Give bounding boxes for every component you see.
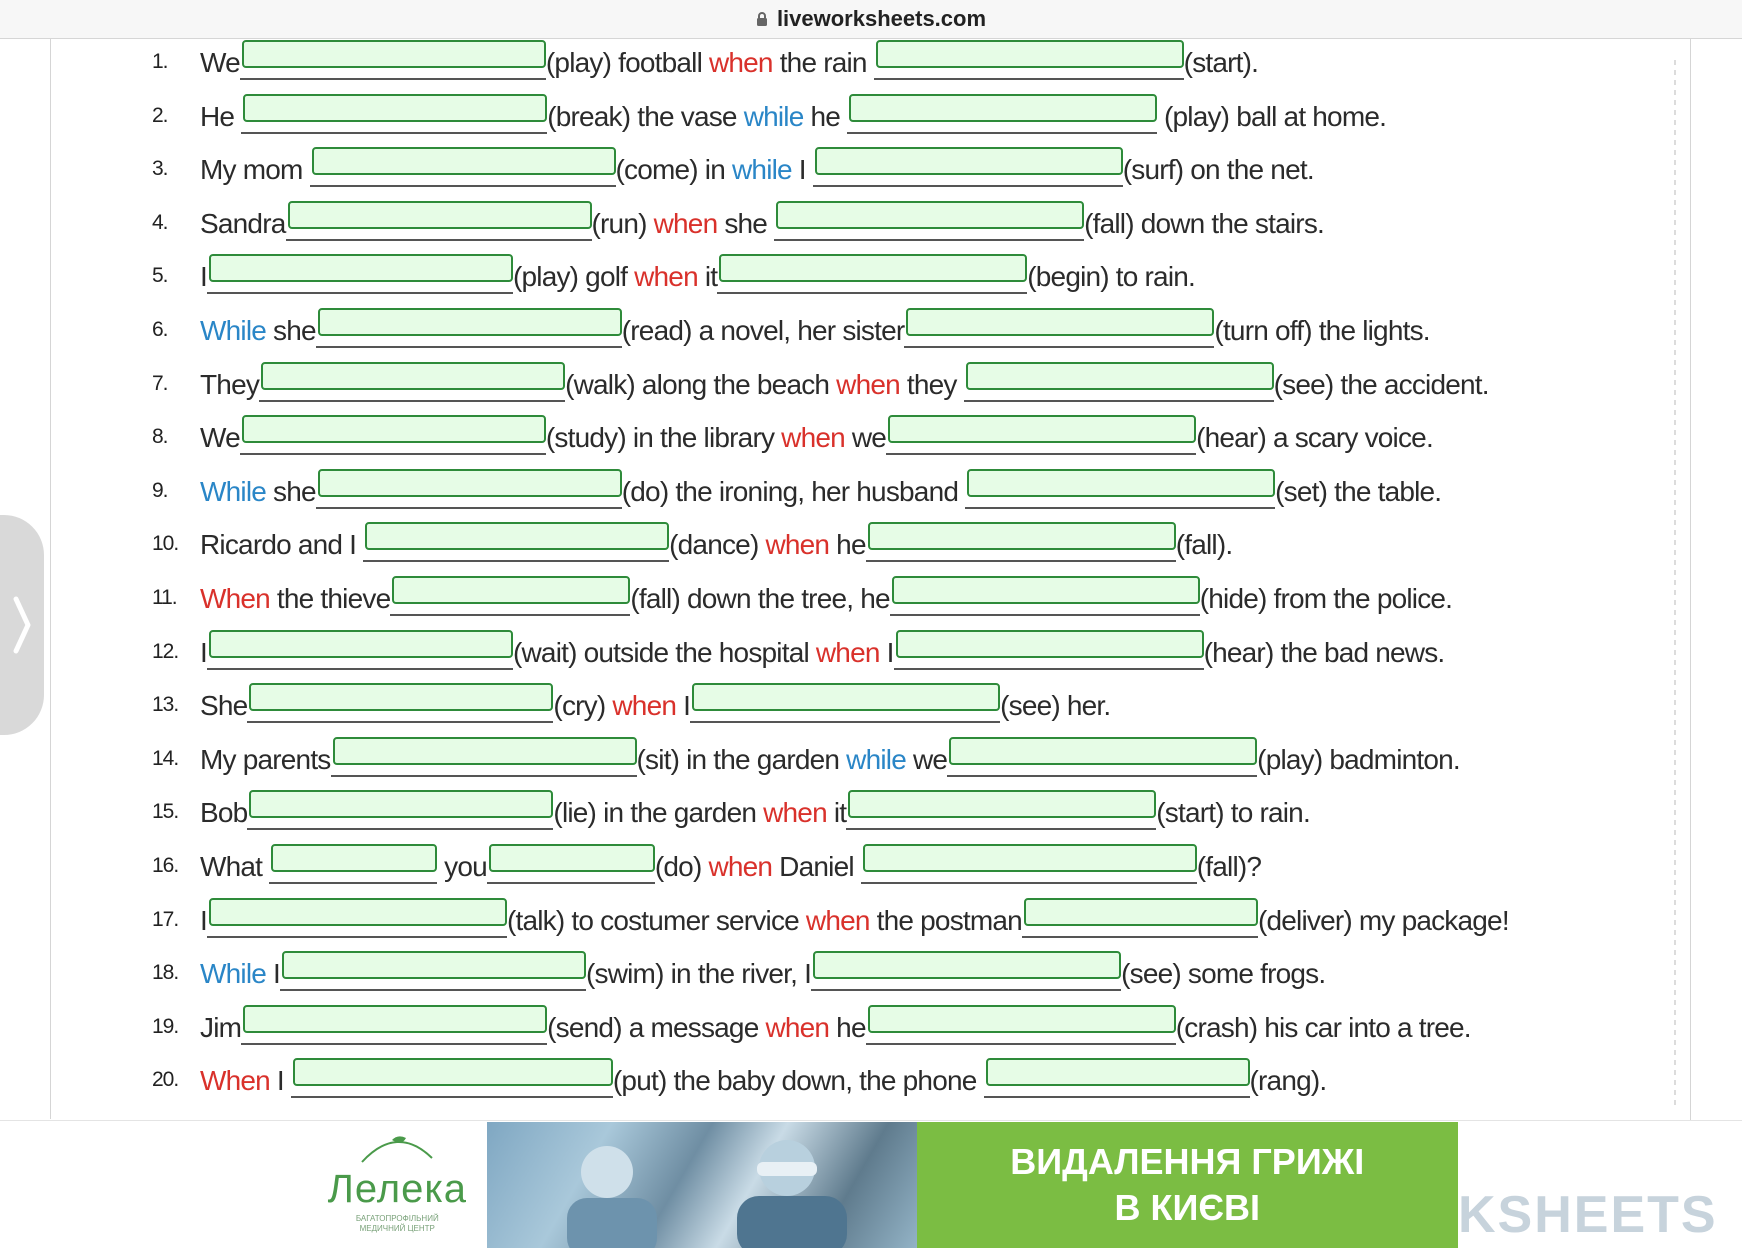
sentence-text: (sit) in the garden bbox=[636, 744, 847, 775]
sentence-text: I bbox=[200, 905, 207, 936]
answer-blank bbox=[886, 419, 1196, 455]
answer-input[interactable] bbox=[848, 790, 1156, 818]
sentence bbox=[200, 687, 1110, 723]
answer-blank bbox=[487, 848, 655, 884]
answer-input[interactable] bbox=[986, 1058, 1250, 1086]
answer-input[interactable] bbox=[815, 147, 1123, 175]
sentence-text: I bbox=[266, 958, 280, 989]
sentence-text: Sandra bbox=[200, 208, 286, 239]
sentence-text: (play) badminton. bbox=[1257, 744, 1460, 775]
keyword-when: When bbox=[200, 583, 270, 614]
answer-blank bbox=[1022, 902, 1258, 938]
keyword-when: when bbox=[781, 422, 845, 453]
sentence-text: (cry) bbox=[553, 690, 613, 721]
answer-input[interactable] bbox=[209, 898, 507, 926]
item-number: 7. bbox=[152, 372, 168, 395]
keyword-when: when bbox=[765, 1012, 830, 1043]
answer-blank bbox=[269, 848, 437, 884]
exercise-row bbox=[152, 147, 1712, 187]
keyword-when: when bbox=[763, 797, 827, 828]
ad-logo-subtitle-line1: БАГАТОПРОФІЛЬНИЙ bbox=[355, 1213, 439, 1223]
answer-blank bbox=[240, 44, 546, 80]
answer-blank bbox=[207, 902, 507, 938]
ad-headline-panel bbox=[917, 1122, 1458, 1248]
sentence bbox=[200, 258, 1195, 294]
sentence-text: he bbox=[829, 529, 866, 560]
keyword-when: when bbox=[805, 905, 870, 936]
sentence-text: (deliver) my package! bbox=[1257, 905, 1509, 936]
exercise-row bbox=[152, 40, 1712, 80]
answer-input[interactable] bbox=[243, 94, 547, 122]
sentence-text: Jim bbox=[200, 1012, 242, 1043]
sentence-text: I bbox=[200, 637, 207, 668]
keyword-while: while bbox=[732, 154, 792, 185]
keyword-when: When bbox=[200, 1065, 270, 1096]
sentence-text: (hide) from the police. bbox=[1199, 583, 1453, 614]
ad-logo-subtitle-line2: МЕДИЧНИЙ ЦЕНТР bbox=[359, 1223, 435, 1233]
keyword-while: While bbox=[200, 476, 267, 507]
answer-blank bbox=[286, 205, 592, 241]
ad-headline-line1: ВИДАЛЕННЯ ГРИЖІ bbox=[1010, 1141, 1365, 1182]
answer-blank bbox=[866, 526, 1176, 562]
answer-input[interactable] bbox=[318, 469, 622, 497]
answer-blank bbox=[207, 634, 513, 670]
answer-blank bbox=[861, 848, 1197, 884]
sentence-text: (send) a message bbox=[547, 1012, 766, 1043]
advertisement-banner[interactable] bbox=[308, 1122, 1458, 1248]
answer-input[interactable] bbox=[282, 951, 586, 979]
ad-surgeons-photo bbox=[487, 1122, 917, 1248]
answer-blank bbox=[316, 312, 622, 348]
keyword-when: when bbox=[815, 637, 880, 668]
sentence-text: (start) to rain. bbox=[1156, 797, 1310, 828]
sentence-text: (start). bbox=[1183, 47, 1259, 78]
sentence-text: she bbox=[266, 315, 316, 346]
sentence-text: (fall). bbox=[1175, 529, 1233, 560]
sentence-text: he bbox=[803, 101, 848, 132]
answer-blank bbox=[310, 151, 616, 187]
item-number: 10. bbox=[152, 532, 179, 555]
answer-blank bbox=[717, 258, 1027, 294]
answer-blank bbox=[846, 794, 1156, 830]
item-number: 6. bbox=[152, 318, 168, 341]
sentence-text: Bob bbox=[200, 797, 248, 828]
sentence bbox=[200, 848, 1261, 884]
sentence-text: (see) some frogs. bbox=[1121, 958, 1326, 989]
answer-input[interactable] bbox=[392, 576, 630, 604]
answer-input[interactable] bbox=[719, 254, 1027, 282]
answer-blank bbox=[811, 955, 1121, 991]
answer-input[interactable] bbox=[949, 737, 1257, 765]
answer-input[interactable] bbox=[242, 40, 546, 68]
answer-input[interactable] bbox=[209, 630, 513, 658]
sentence-text: (rang). bbox=[1249, 1065, 1327, 1096]
answer-input[interactable] bbox=[318, 308, 622, 336]
side-panel-toggle[interactable] bbox=[0, 515, 44, 735]
answer-blank bbox=[259, 366, 565, 402]
answer-input[interactable] bbox=[849, 94, 1157, 122]
answer-blank bbox=[363, 526, 669, 562]
item-number: 13. bbox=[152, 693, 179, 716]
url-text: liveworksheets.com bbox=[776, 6, 987, 31]
keyword-when: when bbox=[634, 261, 698, 292]
sentence-text: (hear) a scary voice. bbox=[1196, 422, 1433, 453]
ad-headline-line2: В КИЄВІ bbox=[1114, 1187, 1260, 1228]
sentence-text: We bbox=[200, 47, 240, 78]
sentence-text: She bbox=[200, 690, 248, 721]
answer-blank bbox=[247, 687, 553, 723]
sentence-text: (do) the ironing, her husband bbox=[621, 476, 966, 507]
answer-input[interactable] bbox=[1024, 898, 1258, 926]
exercise-row bbox=[152, 790, 1712, 830]
item-number: 9. bbox=[152, 479, 168, 502]
answer-input[interactable] bbox=[966, 362, 1274, 390]
item-number: 4. bbox=[152, 211, 168, 234]
sentence-text: (lie) in the garden bbox=[553, 797, 764, 828]
sentence bbox=[200, 634, 1444, 670]
sentence-text: I bbox=[269, 1065, 291, 1096]
sentence bbox=[200, 794, 1310, 830]
item-number: 2. bbox=[152, 104, 168, 127]
item-number: 5. bbox=[152, 264, 168, 287]
exercise-row bbox=[152, 844, 1712, 884]
site-watermark: KSHEETS bbox=[1458, 1186, 1718, 1244]
sentence-text: (walk) along the beach bbox=[565, 369, 837, 400]
sentence-text: (wait) outside the hospital bbox=[512, 637, 816, 668]
sentence-text: (turn off) the lights. bbox=[1214, 315, 1430, 346]
keyword-when: when bbox=[836, 369, 900, 400]
answer-blank bbox=[390, 580, 630, 616]
keyword-when: when bbox=[765, 529, 830, 560]
ad-logo bbox=[308, 1122, 487, 1248]
item-number: 12. bbox=[152, 640, 179, 663]
answer-blank bbox=[316, 473, 622, 509]
keyword-when: when bbox=[708, 851, 773, 882]
exercise-row bbox=[152, 201, 1712, 241]
answer-blank bbox=[866, 1009, 1176, 1045]
sentence bbox=[200, 44, 1258, 80]
keyword-when: when bbox=[653, 208, 718, 239]
sentence-text: (fall) down the tree, he bbox=[630, 583, 890, 614]
answer-blank bbox=[247, 794, 553, 830]
answer-blank bbox=[894, 634, 1204, 670]
sentence-text: the thieve bbox=[269, 583, 391, 614]
answer-blank bbox=[984, 1062, 1250, 1098]
item-number: 8. bbox=[152, 425, 168, 448]
sentence-text: (play) football bbox=[545, 47, 709, 78]
exercise-row bbox=[152, 576, 1712, 616]
answer-input[interactable] bbox=[293, 1058, 613, 1086]
sentence-text: Ricardo and I bbox=[200, 529, 364, 560]
sentence bbox=[200, 1062, 1326, 1098]
exercise-row bbox=[152, 1005, 1712, 1045]
ad-logo-subtitle bbox=[356, 1214, 439, 1234]
sentence-text: My parents bbox=[200, 744, 331, 775]
sentence-text: I bbox=[200, 261, 207, 292]
sentence bbox=[200, 151, 1314, 187]
exercise-row bbox=[152, 362, 1712, 402]
sentence-text: (begin) to rain. bbox=[1027, 261, 1195, 292]
sentence-text: (swim) in the river, I bbox=[585, 958, 812, 989]
answer-input[interactable] bbox=[288, 201, 592, 229]
answer-blank bbox=[965, 473, 1275, 509]
item-number: 20. bbox=[152, 1068, 179, 1091]
answer-input[interactable] bbox=[876, 40, 1184, 68]
sentence-text: (dance) bbox=[669, 529, 766, 560]
sentence-text: What bbox=[200, 851, 270, 882]
sentence-text: (break) the vase bbox=[547, 101, 744, 132]
item-number: 16. bbox=[152, 854, 179, 877]
sentence bbox=[200, 98, 1386, 134]
keyword-while: While bbox=[200, 958, 267, 989]
exercise-row bbox=[152, 630, 1712, 670]
sentence-text: (talk) to costumer service bbox=[506, 905, 806, 936]
answer-input[interactable] bbox=[888, 415, 1196, 443]
exercise-row bbox=[152, 1058, 1712, 1098]
keyword-when: when bbox=[708, 47, 773, 78]
sentence-text: the rain bbox=[772, 47, 874, 78]
answer-blank bbox=[874, 44, 1184, 80]
answer-input[interactable] bbox=[967, 469, 1275, 497]
keyword-while: while bbox=[846, 744, 906, 775]
sentence-text: (do) bbox=[654, 851, 709, 882]
keyword-when: when bbox=[612, 690, 677, 721]
sentence bbox=[200, 902, 1509, 938]
exercise-row bbox=[152, 254, 1712, 294]
answer-input[interactable] bbox=[776, 201, 1084, 229]
sentence-text: (see) her. bbox=[1000, 690, 1111, 721]
answer-blank bbox=[331, 741, 637, 777]
sentence-text: We bbox=[200, 422, 240, 453]
sentence-text: My mom bbox=[200, 154, 310, 185]
sentence bbox=[200, 312, 1430, 348]
answer-blank bbox=[280, 955, 586, 991]
sentence-text: it bbox=[697, 261, 718, 292]
item-number: 3. bbox=[152, 157, 168, 180]
sentence-text: you bbox=[437, 851, 487, 882]
answer-input[interactable] bbox=[365, 522, 669, 550]
sentence-text: I bbox=[676, 690, 691, 721]
exercise-row bbox=[152, 522, 1712, 562]
sentence bbox=[200, 419, 1433, 455]
sentence bbox=[200, 955, 1325, 991]
sentence-text: (run) bbox=[591, 208, 654, 239]
answer-blank bbox=[947, 741, 1257, 777]
sentence bbox=[200, 1009, 1471, 1045]
sentence bbox=[200, 205, 1324, 241]
answer-input[interactable] bbox=[333, 737, 637, 765]
sentence-text: (surf) on the net. bbox=[1122, 154, 1314, 185]
sentence-text: (fall) down the stairs. bbox=[1084, 208, 1324, 239]
answer-blank bbox=[964, 366, 1274, 402]
answer-blank bbox=[774, 205, 1084, 241]
sentence-text: they bbox=[899, 369, 964, 400]
answer-input[interactable] bbox=[249, 683, 553, 711]
answer-blank bbox=[847, 98, 1157, 134]
answer-input[interactable] bbox=[243, 1005, 547, 1033]
sentence-text: I bbox=[791, 154, 813, 185]
sentence bbox=[200, 366, 1489, 402]
sentence-text: (play) golf bbox=[512, 261, 635, 292]
sentence-text: he bbox=[829, 1012, 866, 1043]
sentence bbox=[200, 526, 1232, 562]
sentence-text: she bbox=[717, 208, 775, 239]
answer-input[interactable] bbox=[489, 844, 655, 872]
item-number: 15. bbox=[152, 800, 179, 823]
sentence-text: (set) the table. bbox=[1275, 476, 1442, 507]
answer-input[interactable] bbox=[209, 254, 513, 282]
answer-blank bbox=[890, 580, 1200, 616]
exercise-row bbox=[152, 737, 1712, 777]
sentence-text: (crash) his car into a tree. bbox=[1175, 1012, 1471, 1043]
sentence-text: (hear) the bad news. bbox=[1203, 637, 1445, 668]
answer-input[interactable] bbox=[813, 951, 1121, 979]
sentence-text: They bbox=[200, 369, 260, 400]
sentence-text: (see) the accident. bbox=[1273, 369, 1489, 400]
answer-input[interactable] bbox=[261, 362, 565, 390]
sentence-text: (put) the baby down, the phone bbox=[612, 1065, 984, 1096]
sentence-text: we bbox=[844, 422, 887, 453]
sentence-text: (study) in the library bbox=[545, 422, 782, 453]
answer-input[interactable] bbox=[312, 147, 616, 175]
sentence bbox=[200, 741, 1460, 777]
answer-input[interactable] bbox=[906, 308, 1214, 336]
exercise-row bbox=[152, 898, 1712, 938]
answer-input[interactable] bbox=[271, 844, 437, 872]
sentence-text: Daniel bbox=[772, 851, 861, 882]
exercise-row bbox=[152, 308, 1712, 348]
answer-input[interactable] bbox=[868, 522, 1176, 550]
answer-blank bbox=[240, 419, 546, 455]
exercise-row bbox=[152, 951, 1712, 991]
answer-input[interactable] bbox=[249, 790, 553, 818]
sentence-text: (play) ball at home. bbox=[1157, 101, 1387, 132]
sentence-text: (fall)? bbox=[1196, 851, 1262, 882]
answer-blank bbox=[241, 98, 547, 134]
item-number: 1. bbox=[152, 50, 168, 73]
item-number: 18. bbox=[152, 961, 179, 984]
answer-input[interactable] bbox=[692, 683, 1000, 711]
answer-blank bbox=[690, 687, 1000, 723]
sentence bbox=[200, 473, 1441, 509]
item-number: 17. bbox=[152, 908, 179, 931]
item-number: 11. bbox=[152, 586, 177, 609]
keyword-while: while bbox=[743, 101, 804, 132]
answer-blank bbox=[291, 1062, 613, 1098]
sentence-text: He bbox=[200, 101, 242, 132]
exercise-row bbox=[152, 469, 1712, 509]
sentence bbox=[200, 580, 1452, 616]
exercise-row bbox=[152, 415, 1712, 455]
item-number: 14. bbox=[152, 747, 179, 770]
answer-blank bbox=[813, 151, 1123, 187]
answer-input[interactable] bbox=[242, 415, 546, 443]
sentence-text: (read) a novel, her sister bbox=[621, 315, 905, 346]
sentence-text: I bbox=[879, 637, 894, 668]
sentence-text: she bbox=[266, 476, 316, 507]
sentence-text: the postman bbox=[869, 905, 1022, 936]
answer-blank bbox=[207, 258, 513, 294]
answer-blank bbox=[904, 312, 1214, 348]
sentence-text: we bbox=[905, 744, 948, 775]
chevron-right-icon bbox=[10, 595, 34, 655]
sentence-text: it bbox=[826, 797, 847, 828]
sentence-text: (come) in bbox=[615, 154, 732, 185]
answer-input[interactable] bbox=[896, 630, 1204, 658]
stork-logo-icon bbox=[352, 1130, 442, 1166]
exercise-row bbox=[152, 94, 1712, 134]
answer-input[interactable] bbox=[863, 844, 1197, 872]
answer-input[interactable] bbox=[868, 1005, 1176, 1033]
answer-input[interactable] bbox=[892, 576, 1200, 604]
item-number: 19. bbox=[152, 1015, 179, 1038]
keyword-while: While bbox=[200, 315, 267, 346]
ad-logo-title: Лелека bbox=[327, 1166, 467, 1211]
answer-blank bbox=[241, 1009, 547, 1045]
exercise-row bbox=[152, 683, 1712, 723]
surgeons-image-icon bbox=[487, 1122, 917, 1248]
